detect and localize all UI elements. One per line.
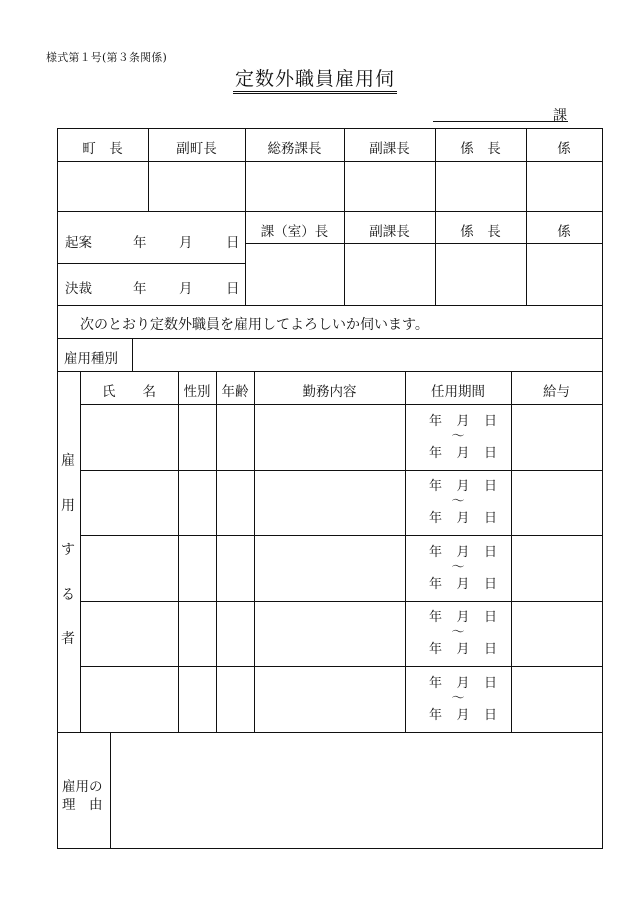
stamp-cell-deputy-chief[interactable] bbox=[345, 162, 435, 211]
period-cell[interactable] bbox=[405, 479, 511, 527]
period-end-year: 年 bbox=[429, 642, 443, 657]
period-start-day: 日 bbox=[483, 414, 497, 429]
period-cell[interactable] bbox=[405, 610, 511, 658]
period-start-month: 月 bbox=[456, 676, 470, 691]
side-char: す bbox=[61, 542, 75, 558]
col-name: 氏 名 bbox=[102, 384, 156, 400]
period-end-month: 月 bbox=[456, 577, 470, 592]
period-start-month: 月 bbox=[456, 610, 470, 625]
header-general-affairs-chief: 総務課長 bbox=[267, 141, 322, 157]
period-start-year: 年 bbox=[429, 414, 443, 429]
period-start-day: 日 bbox=[483, 479, 497, 494]
period-end-month: 月 bbox=[456, 708, 470, 723]
period-end-year: 年 bbox=[429, 577, 443, 592]
side-char: 用 bbox=[61, 497, 75, 514]
period-start-day: 日 bbox=[483, 676, 497, 691]
stamp-cell-division-chief[interactable] bbox=[246, 244, 344, 305]
period-cell[interactable] bbox=[405, 414, 511, 462]
employment-type-label: 雇用種別 bbox=[64, 351, 118, 367]
period-cell[interactable] bbox=[405, 676, 511, 724]
form-code: 様式第１号(第３条関係) bbox=[46, 51, 167, 64]
department-suffix: 課 bbox=[553, 108, 567, 124]
period-start-year: 年 bbox=[429, 610, 443, 625]
period-end-month: 月 bbox=[456, 642, 470, 657]
reason-label-line2: 理 由 bbox=[62, 797, 103, 813]
period-tilde: 〜 bbox=[451, 560, 465, 575]
period-end-day: 日 bbox=[483, 708, 497, 723]
period-tilde: 〜 bbox=[451, 625, 465, 640]
period-cell[interactable] bbox=[405, 545, 511, 593]
stamp-cell-section-chief-2[interactable] bbox=[436, 244, 526, 305]
col-period: 任用期間 bbox=[431, 384, 485, 400]
header-deputy-mayor: 副町長 bbox=[176, 141, 217, 157]
period-tilde: 〜 bbox=[451, 494, 465, 509]
drafted-day-unit: 日 bbox=[226, 235, 240, 251]
decided-day-unit: 日 bbox=[226, 281, 240, 297]
header-mayor: 町 長 bbox=[82, 141, 123, 157]
drafted-year-unit: 年 bbox=[133, 235, 147, 251]
period-end-day: 日 bbox=[483, 511, 497, 526]
period-start-day: 日 bbox=[483, 545, 497, 560]
period-start-year: 年 bbox=[429, 676, 443, 691]
period-start-day: 日 bbox=[483, 610, 497, 625]
col-salary: 給与 bbox=[543, 384, 570, 400]
drafted-month-unit: 月 bbox=[179, 235, 193, 251]
col-duties: 勤務内容 bbox=[302, 384, 357, 400]
stamp-cell-staff-2[interactable] bbox=[527, 244, 602, 305]
col-age: 年齢 bbox=[221, 384, 249, 400]
header-staff-2: 係 bbox=[557, 224, 571, 240]
header-division-chief: 課（室）長 bbox=[260, 224, 329, 240]
stamp-cell-deputy-chief-2[interactable] bbox=[345, 244, 435, 305]
page-title-text: 定数外職員雇用伺 bbox=[233, 68, 397, 94]
header-staff: 係 bbox=[557, 141, 571, 157]
staff-side-label bbox=[58, 439, 78, 662]
header-deputy-chief-2: 副課長 bbox=[369, 224, 410, 240]
period-start-month: 月 bbox=[456, 479, 470, 494]
period-tilde: 〜 bbox=[451, 691, 465, 706]
period-end-day: 日 bbox=[483, 446, 497, 461]
header-deputy-chief: 副課長 bbox=[369, 141, 410, 157]
period-start-year: 年 bbox=[429, 479, 443, 494]
period-start-month: 月 bbox=[456, 414, 470, 429]
side-char: 者 bbox=[61, 631, 75, 647]
stamp-cell-deputy-mayor[interactable] bbox=[149, 162, 245, 211]
side-char: る bbox=[61, 586, 75, 603]
col-sex: 性別 bbox=[183, 384, 211, 400]
header-section-chief-2: 係 長 bbox=[460, 224, 501, 240]
period-end-month: 月 bbox=[456, 446, 470, 461]
reason-field[interactable] bbox=[111, 733, 602, 848]
period-end-year: 年 bbox=[429, 708, 443, 723]
request-text: 次のとおり定数外職員を雇用してよろしいか伺います。 bbox=[80, 317, 429, 333]
side-char: 雇 bbox=[61, 453, 75, 469]
header-section-chief: 係 長 bbox=[460, 141, 501, 157]
decided-label: 決裁 bbox=[65, 281, 92, 297]
stamp-cell-general-affairs-chief[interactable] bbox=[246, 162, 344, 211]
period-start-month: 月 bbox=[456, 545, 470, 560]
stamp-cell-mayor[interactable] bbox=[58, 162, 148, 211]
employment-type-field[interactable] bbox=[133, 339, 602, 371]
decided-month-unit: 月 bbox=[179, 281, 193, 297]
period-tilde: 〜 bbox=[451, 429, 465, 444]
decided-year-unit: 年 bbox=[133, 281, 147, 297]
drafted-label: 起案 bbox=[65, 235, 92, 251]
period-start-year: 年 bbox=[429, 545, 443, 560]
stamp-cell-section-chief[interactable] bbox=[436, 162, 526, 211]
period-end-day: 日 bbox=[483, 577, 497, 592]
stamp-cell-staff[interactable] bbox=[527, 162, 602, 211]
period-end-year: 年 bbox=[429, 511, 443, 526]
reason-label-line1: 雇用の bbox=[62, 779, 103, 795]
period-end-year: 年 bbox=[429, 446, 443, 461]
period-end-month: 月 bbox=[456, 511, 470, 526]
period-end-day: 日 bbox=[483, 642, 497, 657]
